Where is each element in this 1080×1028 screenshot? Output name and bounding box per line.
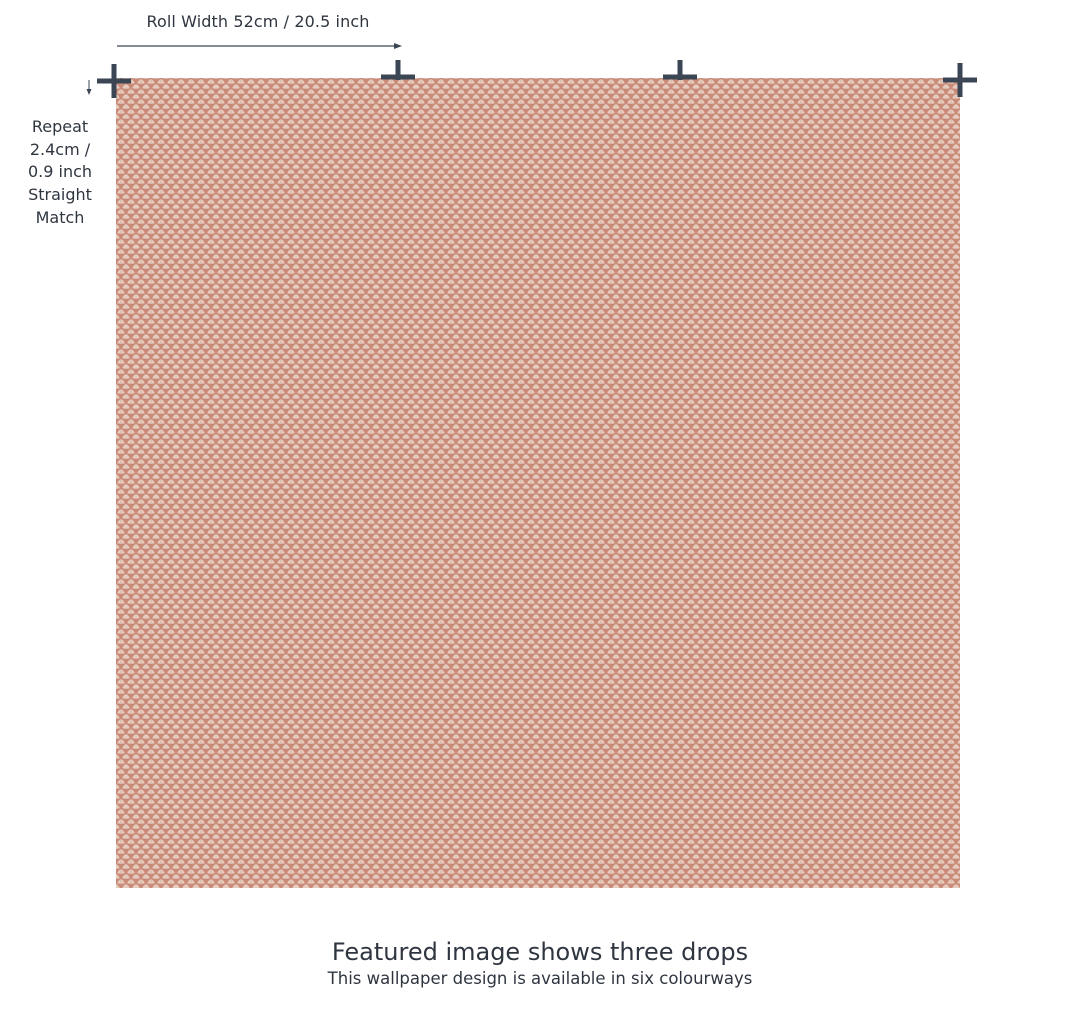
crosshair-crop-mark-icon — [381, 60, 415, 94]
wallpaper-pattern — [116, 78, 960, 888]
repeat-line-3: 0.9 inch — [27, 162, 93, 182]
repeat-down-arrow-icon — [84, 80, 94, 96]
roll-width-label: Roll Width 52cm / 20.5 inch — [146, 12, 370, 31]
repeat-line-4: Straight — [28, 185, 92, 205]
roll-width-arrow-icon — [116, 40, 402, 52]
crosshair-crop-mark-icon — [663, 60, 697, 94]
caption-title: Featured image shows three drops — [331, 938, 749, 966]
crosshair-crop-mark-icon — [943, 63, 977, 97]
repeat-line-2: 2.4cm / — [29, 139, 91, 159]
repeat-line-1: Repeat — [31, 117, 89, 136]
repeat-line-5: Match — [35, 207, 85, 227]
crosshair-crop-mark-icon — [97, 64, 131, 98]
caption-subtitle: This wallpaper design is available in six colourways — [327, 969, 753, 988]
wallpaper-swatch — [116, 78, 960, 888]
repeat-info — [14, 116, 106, 230]
